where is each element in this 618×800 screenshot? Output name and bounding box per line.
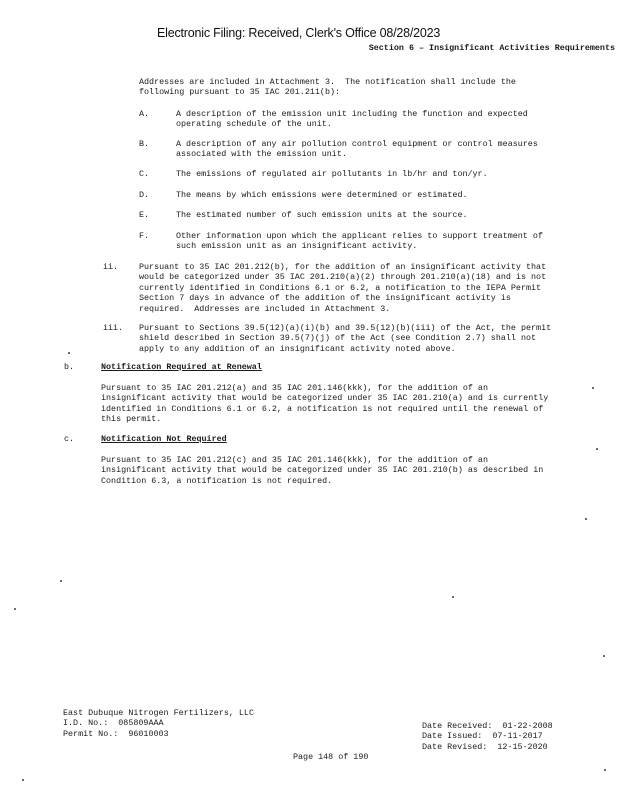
section-b-title: Notification Required at Renewal	[101, 362, 262, 372]
filing-stamp: Electronic Filing: Received, Clerk's Office 08/28/2023	[157, 26, 441, 40]
scan-speck	[585, 518, 587, 520]
item-c-text: The emissions of regulated air pollutants in lb/hr and ton/yr.	[176, 169, 488, 179]
scan-speck	[604, 769, 606, 771]
item-ii-text: Pursuant to 35 IAC 201.212(b), for the addition of an insignificant activity that would be categorized under 35 IAC 201.210(a)(2) through 201.210(a)(18) and is not currently identified in Conditions 6.1 or 6.2, a notification to the IEPA Permit Section 7 days in advance of the addition of the insignificant activity is required. Addresses are included in Attachment 3.	[139, 262, 547, 314]
item-e-label: E.	[139, 210, 150, 220]
item-a-label: A.	[139, 109, 150, 119]
section-c-text: Pursuant to 35 IAC 201.212(c) and 35 IAC 201.146(kkk), for the addition of an insignificant activity that would be categorized under 35 IAC 201.210(b) as described in Condition 6.3, a notification is not required.	[101, 455, 544, 486]
footer-permit-no: Permit No.: 96010003	[63, 728, 169, 739]
page-number: Page 148 of 190	[293, 752, 369, 762]
scan-speck	[14, 608, 16, 610]
footer-left	[63, 708, 254, 739]
item-f-label: F.	[139, 231, 150, 241]
footer-date-revised: Date Revised: 12-15-2020	[422, 741, 548, 752]
footer-date-received: Date Received: 01-22-2008	[422, 721, 553, 731]
footer-company: East Dubuque Nitrogen Fertilizers, LLC	[63, 708, 254, 718]
item-e-text: The estimated number of such emission units at the source.	[176, 210, 468, 220]
footer-date-issued: Date Issued: 07-11-2017	[422, 731, 543, 742]
scan-speck	[603, 655, 605, 657]
item-d-text: The means by which emissions were determined or estimated.	[176, 190, 468, 200]
footer-right	[422, 721, 553, 752]
item-iii-label: iii.	[103, 323, 124, 333]
footer-id-no: I.D. No.: 085809AAA	[63, 718, 164, 729]
section-c-label: c.	[64, 434, 75, 444]
item-b-label: B.	[139, 139, 150, 149]
section-b-label: b.	[64, 362, 75, 372]
scan-speck	[68, 352, 70, 354]
item-ii-label: ii.	[103, 262, 119, 272]
section-c-title: Notification Not Required	[101, 434, 227, 444]
item-d-label: D.	[139, 190, 150, 200]
intro-paragraph: Addresses are included in Attachment 3. The notification shall include the following pursuant to 35 IAC 201.211(b):	[139, 77, 516, 98]
section-header: Section 6 – Insignificant Activities Requirements	[368, 43, 615, 53]
item-iii-text: Pursuant to Sections 39.5(12)(a)(i)(b) and 39.5(12)(b)(iii) of the Act, the permit shield described in Section 39.5(7)(j) of the Act (see Condition 2.7) shall not apply to any addition of an insignificant activity noted above.	[139, 323, 552, 354]
item-b-text: A description of any air pollution control equipment or control measures associated with the emission unit.	[176, 139, 538, 160]
scan-speck	[596, 448, 598, 450]
scan-speck	[60, 580, 62, 582]
scan-speck	[592, 387, 594, 389]
section-b-text: Pursuant to 35 IAC 201.212(a) and 35 IAC 201.146(kkk), for the addition of an insignificant activity that would be categorized under 35 IAC 201.210(a) and is currently identified in Conditions 6.1 or 6.2, a notification is not required until the renewal of this permit.	[101, 383, 549, 425]
item-a-text: A description of the emission unit including the function and expected operating schedule of the unit.	[176, 109, 528, 130]
scan-speck	[452, 596, 454, 598]
item-c-label: C.	[139, 169, 150, 179]
item-f-text: Other information upon which the applicant relies to support treatment of such emission unit as an insignificant activity.	[176, 231, 543, 252]
scan-speck	[22, 779, 24, 781]
